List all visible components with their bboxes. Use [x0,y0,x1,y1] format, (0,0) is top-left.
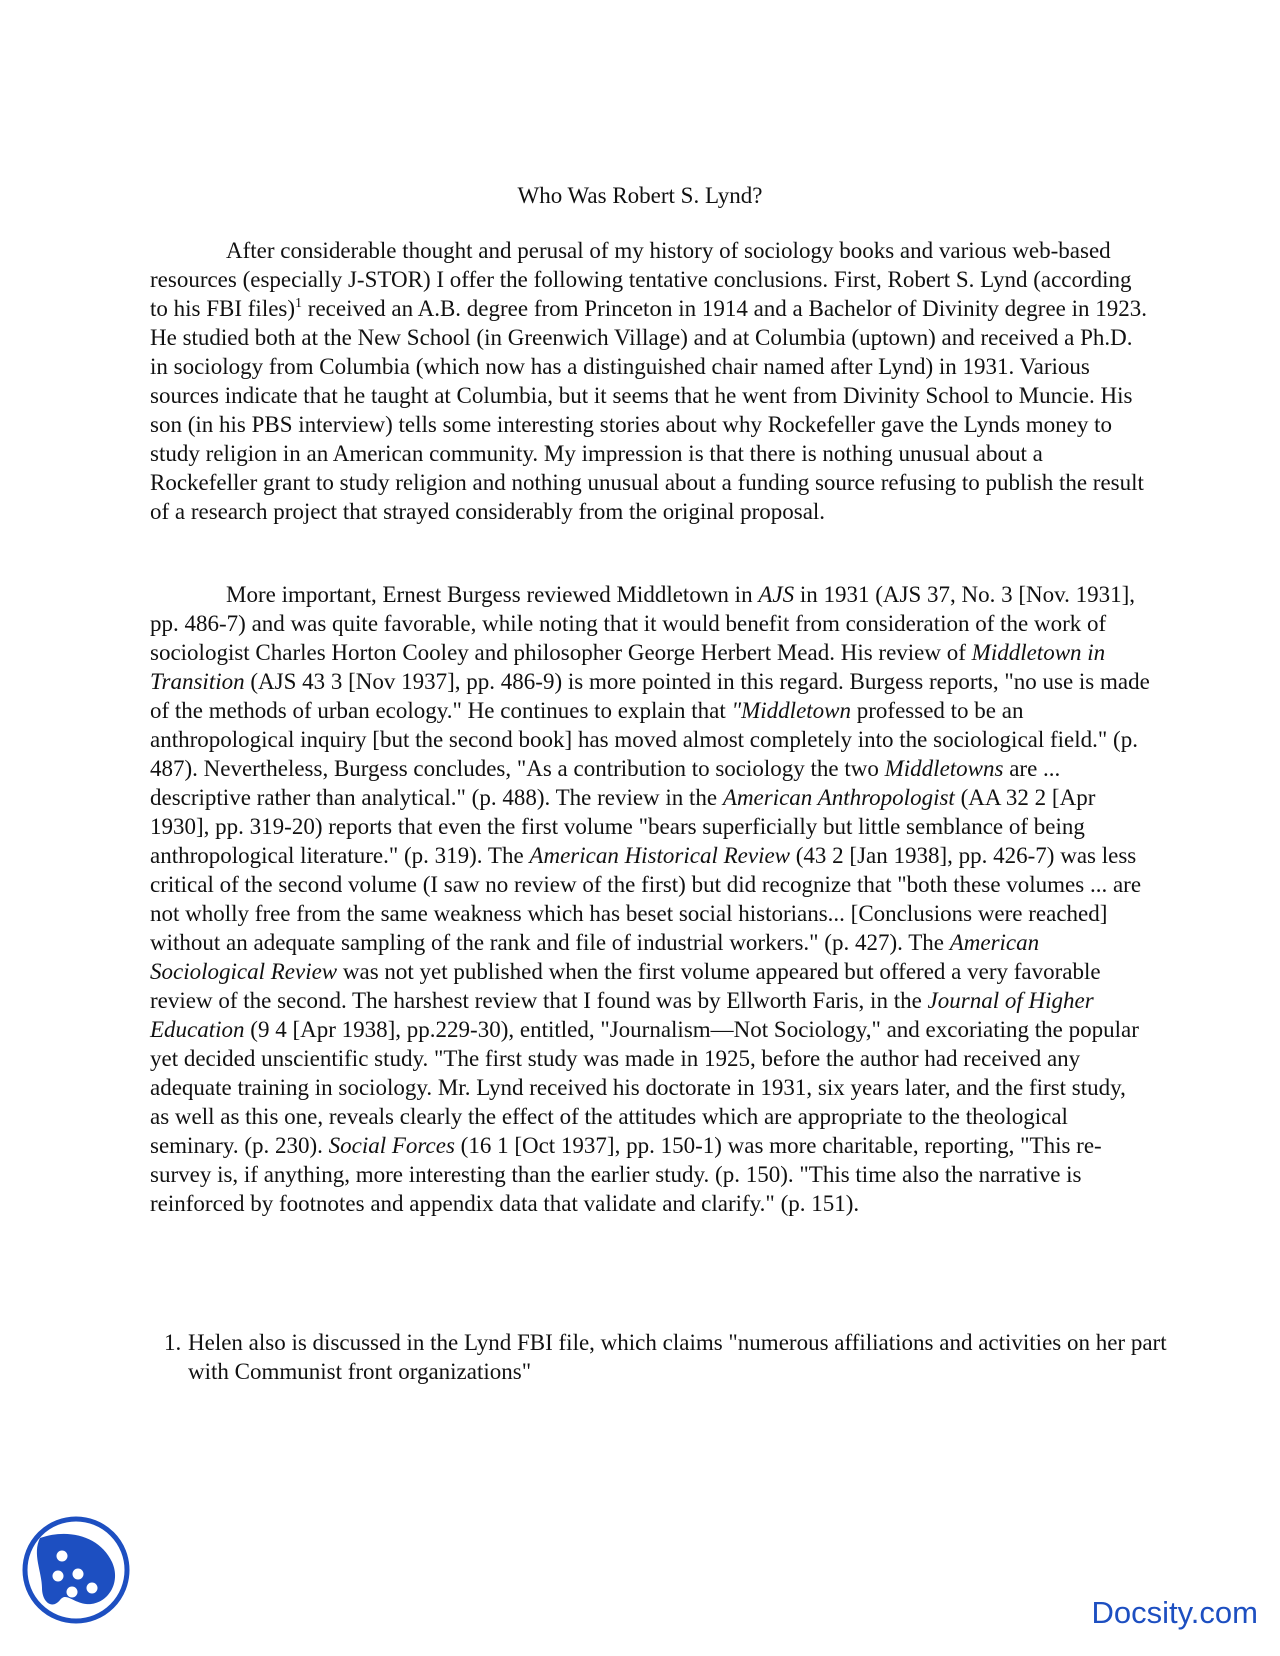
p2-italic-title: Middletown in Transition [150,640,1106,694]
docsity-brand-link[interactable]: Docsity.com [1091,1595,1258,1630]
p2-italic-journal: AJS [758,582,795,607]
p2-text: More important, Ernest Burgess reviewed Middletown in [226,582,759,607]
p2-text: in 1931 (AJS 37, No. 3 [Nov. 1931], pp. 486-7) and was quite favorable, while noting that it would benefit from consideration of the work of sociologist Charles Horton Cooley and philosopher George Herbert Mead. His review of [150,582,1136,665]
p2-italic-journal: Journal of Higher Education [150,988,1094,1042]
p2-text: (9 4 [Apr 1938], pp.229-30), entitled, "Journalism—Not Sociology," and excoriating the popular yet decided unscientific study. "The first study was made in 1925, before the author had received any adequate training in sociology. Mr. Lynd received his doctorate in 1931, six years later, and the first study, as well as this one, reveals clearly the effect of the attitudes which are appropriate to the theological seminary. (p. 230). [150,1017,1139,1158]
p2-italic-journal: American Sociological Review [150,930,1040,984]
p2-text: was not yet published when the first volume appeared but offered a very favorable review of the second. The harshest review that I found was by Ellworth Faris, in the [150,959,1101,1013]
p2-italic-title: Middletowns [884,756,1004,781]
footnote [150,1328,1188,1386]
p2-italic-journal: American Historical Review [529,843,791,868]
p2-text: (AA 32 2 [Apr 1930], pp. 319-20) reports that even the first volume "bears superficially but little semblance of being anthropological literature." (p. 319). The [150,785,1096,868]
p1-text-b: received an A.B. degree from Princeton in 1914 and a Bachelor of Divinity degree in 1923. He studied both at the New School (in Greenwich Village) and at Columbia (uptown) and received a Ph.D. in sociology from Columbia (which now has a distinguished chair named after Lynd) in 1931. Various sources indicate that he taught at Columbia, but it seems that he went from Divinity School to Muncie. His son (in his PBS interview) tells some interesting stories about why Rockefeller gave the Lynds money to study religion in an American community. My impression is that there is nothing unusual about a Rockefeller grant to study religion and nothing unusual about a funding source refusing to publish the result of a research project that strayed considerably from the original proposal. [150,296,1148,524]
docsity-logo-icon[interactable] [20,1514,132,1626]
p2-italic-journal: American Anthropologist [722,785,955,810]
footnote-text: Helen also is discussed in the Lynd FBI file, which claims "numerous affiliations and activities on her part with Communist front organizations" [188,1330,1167,1384]
p2-text: (43 2 [Jan 1938], pp. 426-7) was less critical of the second volume (I saw no review of the first) but did recognize that "both these volumes ... are not wholly free from the same weakness which has beset social historians... [Conclusions were reached] without an adequate sampling of the rank and file of industrial workers." (p. 427). The [150,843,1142,955]
p2-text: (16 1 [Oct 1937], pp. 150-1) was more charitable, reporting, "This re-survey is, if anything, more interesting than the earlier study. (p. 150). "This time also the narrative is reinforced by footnotes and appendix data that validate and clarify." (p. 151). [150,1133,1102,1216]
paragraph-2 [150,580,1150,1218]
p2-text: (AJS 43 3 [Nov 1937], pp. 486-9) is more pointed in this regard. Burgess reports, "no use is made of the methods of urban ecology." He continues to explain that [150,669,1150,723]
footnote-ref: 1 [295,296,303,311]
p1-text-a: After considerable thought and perusal of my history of sociology books and various web-based resources (especially J-STOR) I offer the following tentative conclusions. First, Robert S. Lynd (according to his FBI files) [150,238,1132,321]
paragraph-1 [150,236,1150,526]
footnote-number: 1. [164,1330,182,1355]
p2-text: are ... descriptive rather than analytical." (p. 488). The review in the [150,756,1061,810]
document-title: Who Was Robert S. Lynd? [517,183,763,208]
p2-text: professed to be an anthropological inquiry [but the second book] has moved almost completely into the sociological field." (p. 487). Nevertheless, Burgess concludes, "As a contribution to sociology the two [150,698,1138,781]
p2-italic-title: "Middletown [731,698,852,723]
p2-italic-journal: Social Forces [328,1133,455,1158]
